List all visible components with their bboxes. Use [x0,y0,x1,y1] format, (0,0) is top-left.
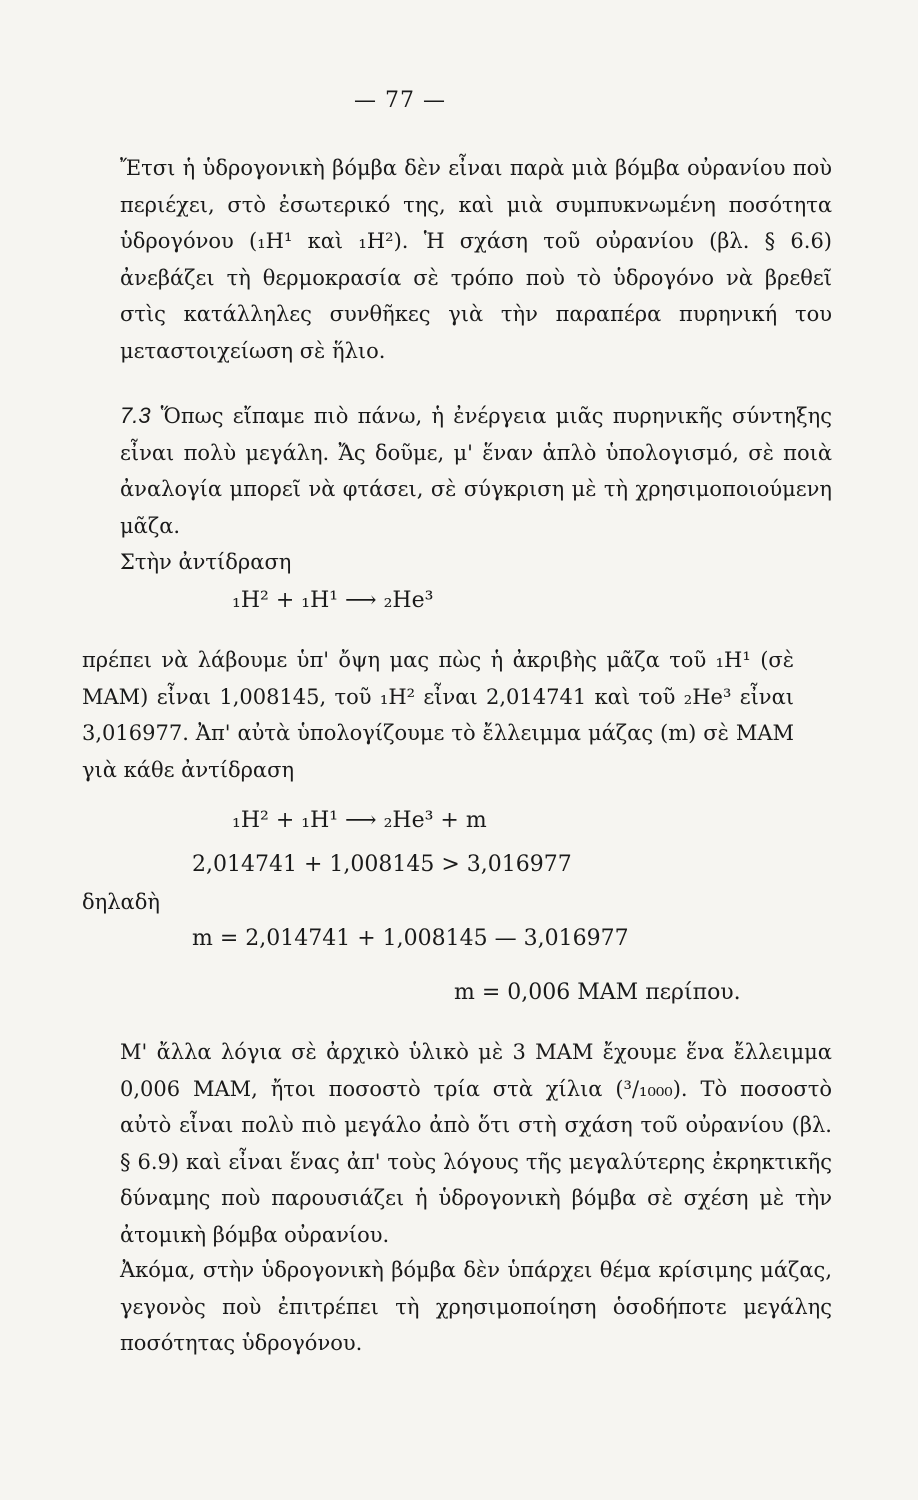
section-number: 7.3 [120,403,151,428]
page-number: — 77 — [354,88,446,113]
paragraph-critical-mass: Ἀκόμα, στὴν ὑδρογονικὴ βόμβα δὲν ὑπάρχει θέμα κρίσιμης μάζας, γεγονὸς ποὺ ἐπιτρέπει τὴ χρησιμοποίηση ὁσοδήποτε μεγάλης ποσότητας ὑδρογόνου. [120,1258,832,1355]
paragraph-reaction-intro: Στὴν ἀντίδραση [120,550,292,574]
reaction-equation-1: ₁H² + ₁H¹ ⟶ ₂He³ [232,588,434,613]
paragraph-exact-masses: πρέπει νὰ λάβουμε ὑπ' ὄψη μας πὼς ἡ ἀκριβὴς μᾶζα τοῦ ₁H¹ (σὲ ΜΑΜ) εἶναι 1,008145, τοῦ ₁H² εἶναι 2,014741 καὶ τοῦ ₂He³ εἶναι 3,016977. Ἀπ' αὐτὰ ὑπολογίζουμε τὸ ἔλλειμμα μάζας (m) σὲ ΜΑΜ γιὰ κάθε ἀντίδραση [82,648,794,782]
paragraph-percentage: Μ' ἄλλα λόγια σὲ ἀρχικὸ ὑλικὸ μὲ 3 ΜΑΜ ἔχουμε ἕνα ἔλλειμμα 0,006 ΜΑΜ, ἤτοι ποσοστὸ τρία στὰ χίλια (³/₁₀₀₀). Τὸ ποσοστὸ αὐτὸ εἶναι πολὺ πιὸ μεγάλο ἀπὸ ὅτι στὴ σχάση τοῦ οὐρανίου (βλ. § 6.9) καὶ εἶναι ἕνας ἀπ' τοὺς λόγους τῆς μεγαλύτερης ἐκρηκτικῆς δύναμης ποὺ παρουσιάζει ἡ ὑδρογονικὴ βόμβα σὲ σχέση μὲ τὴν ἀτομικὴ βόμβα οὐρανίου. [120,1040,832,1247]
reaction-equation-2: ₁H² + ₁H¹ ⟶ ₂He³ + m [232,808,487,833]
label-dilady: δηλαδὴ [82,890,160,914]
paragraph-hydrogen-bomb: Ἔτσι ἡ ὑδρογονικὴ βόμβα δὲν εἶναι παρὰ μιὰ βόμβα οὐρανίου ποὺ περιέχει, στὸ ἐσωτερικό της, καὶ μιὰ συμπυκνωμένη ποσότητα ὑδρογόνου (₁H¹ καὶ ₁H²). Ἡ σχάση τοῦ οὐρανίου (βλ. § 6.6) ἀνεβάζει τὴ θερμοκρασία σὲ τρόπο ποὺ τὸ ὑδρογόνο νὰ βρεθεῖ στὶς κατάλληλες συνθῆκες γιὰ τὴν παραπέρα πυρηνική του μεταστοιχείωση σὲ ἥλιο. [120,156,832,363]
section-7-3-text: Ὅπως εἴπαμε πιὸ πάνω, ἡ ἐνέργεια μιᾶς πυρηνικῆς σύντηξης εἶναι πολὺ μεγάλη. Ἄς δοῦμε, μ' ἕναν ἁπλὸ ὑπολογισμό, σὲ ποιὰ ἀναλογία μπορεῖ νὰ φτάσει, σὲ σύγκριση μὲ τὴ χρησιμοποιούμενη μᾶζα. [120,404,832,538]
mass-inequality: 2,014741 + 1,008145 > 3,016977 [192,852,572,877]
paragraph-section-7-3 [82,398,832,544]
mass-defect-result: m = 0,006 ΜΑΜ περίπου. [454,980,741,1005]
mass-defect-equation: m = 2,014741 + 1,008145 — 3,016977 [192,926,629,951]
